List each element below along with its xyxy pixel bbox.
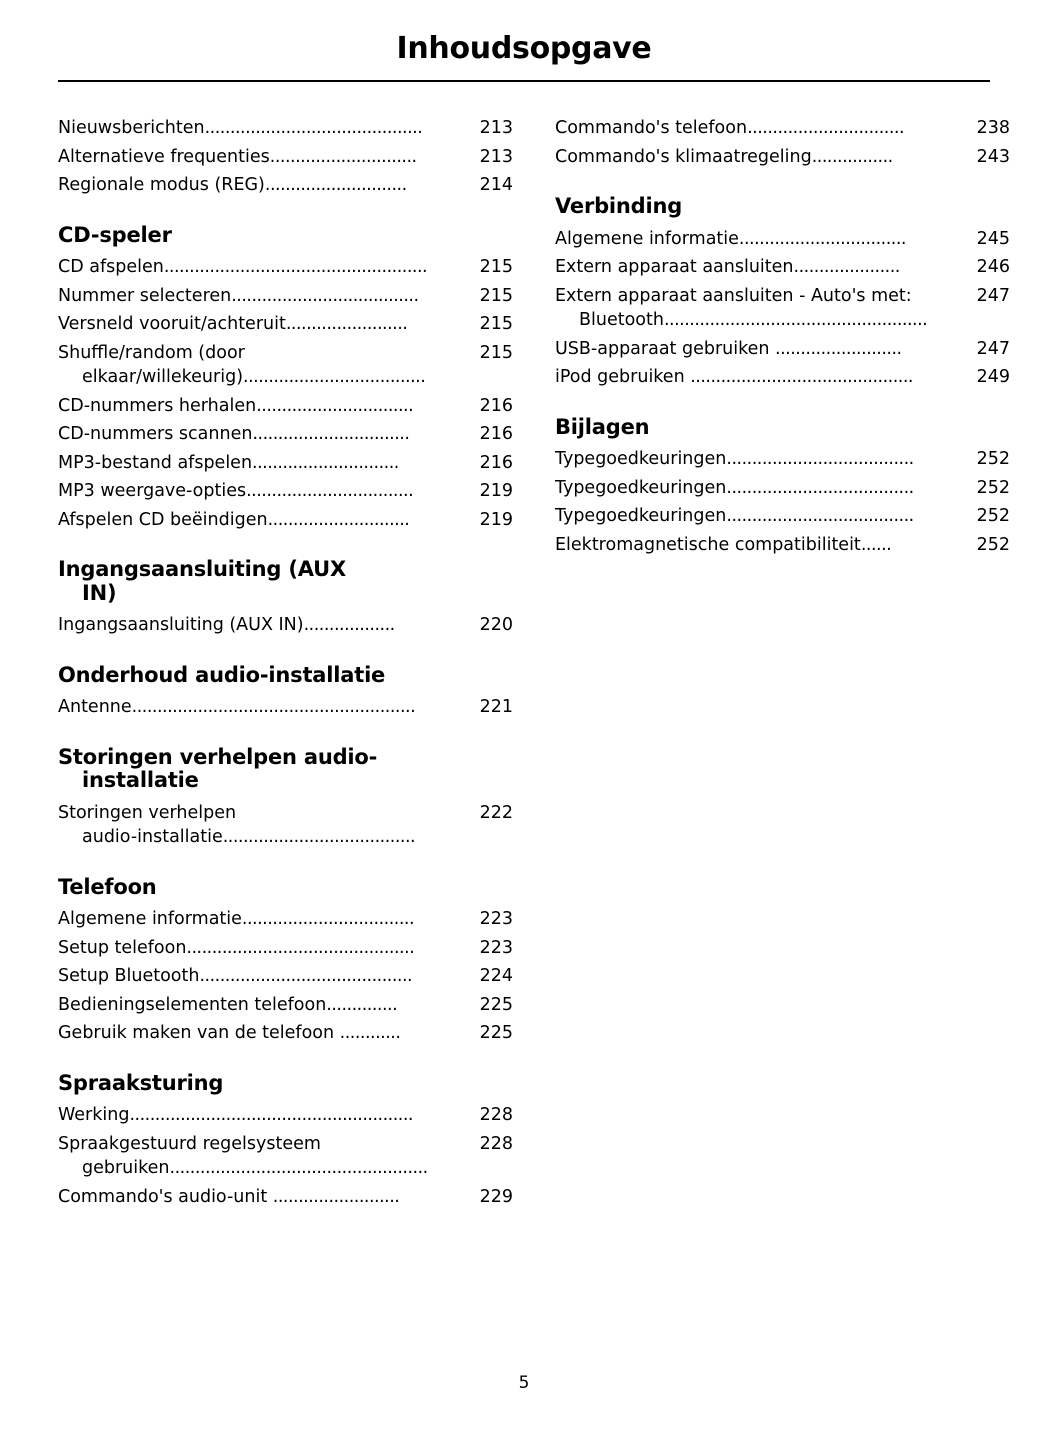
toc-entry-page: 215 — [479, 257, 513, 278]
toc-entry-label: Setup telefoon — [58, 937, 187, 958]
section-heading — [555, 195, 1010, 219]
section-heading-line: Bijlagen — [555, 414, 650, 439]
toc-entry-leader: ................................................... — [169, 1158, 428, 1179]
toc-entry-label-cont-text: gebruiken — [82, 1158, 170, 1179]
toc-entry-leader: ......................... — [775, 338, 902, 359]
toc-entry[interactable] — [58, 964, 513, 989]
toc-entry-leader: ..................... — [793, 257, 900, 278]
toc-entry-leader: .................................... — [243, 367, 426, 388]
toc-entry-page: 252 — [976, 534, 1010, 555]
toc-entry-leader: ............................................ — [690, 367, 913, 388]
toc-entry-page: 247 — [976, 285, 1010, 306]
toc-entry-label: Bedieningselementen telefoon — [58, 994, 327, 1015]
toc-entry-label: Antenne — [58, 697, 132, 718]
toc-entry-leader: ........................................................ — [129, 1105, 413, 1126]
toc-entry-leader: ............................... — [252, 424, 410, 445]
toc-entry-label: Shuffle/random (door — [58, 342, 245, 363]
section-heading-line: IN) — [82, 580, 117, 605]
toc-entry[interactable] — [58, 173, 513, 198]
toc-entry-label: Typegoedkeuringen — [555, 506, 727, 527]
section-heading — [58, 746, 513, 793]
toc-entry-page: 213 — [479, 118, 513, 138]
toc-entry[interactable] — [58, 394, 513, 419]
toc-columns — [0, 82, 1048, 1213]
toc-entry-page: 223 — [479, 909, 513, 930]
toc-entry-label-cont-text: elkaar/willekeurig) — [82, 367, 244, 388]
section-heading-line: Spraaksturing — [58, 1070, 224, 1095]
toc-entry-label: Regionale modus (REG) — [58, 175, 265, 195]
toc-entry-page: 252 — [976, 477, 1010, 498]
toc-entry-label: MP3-bestand afspelen — [58, 452, 253, 473]
toc-entry-page: 228 — [479, 1133, 513, 1154]
toc-entry-label-cont — [555, 308, 1010, 333]
page-number: 5 — [518, 1373, 530, 1393]
toc-entry-label: CD-nummers scannen — [58, 424, 253, 445]
toc-entry[interactable] — [58, 451, 513, 476]
toc-entry-label: Commando's klimaatregeling — [555, 146, 812, 167]
toc-entry-page: 247 — [976, 338, 1010, 359]
toc-entry[interactable] — [58, 508, 513, 533]
toc-entry-page: 252 — [976, 449, 1010, 470]
toc-entry[interactable] — [58, 255, 513, 280]
toc-entry[interactable] — [58, 1103, 513, 1128]
toc-entry-page: 229 — [479, 1186, 513, 1207]
toc-entry-label: Elektromagnetische compatibiliteit — [555, 534, 861, 555]
toc-entry-label-cont-text: audio-installatie — [82, 827, 223, 848]
toc-entry-label: USB-apparaat gebruiken — [555, 338, 776, 359]
toc-entry-label: Algemene informatie — [58, 909, 242, 930]
toc-entry-leader: ............................. — [269, 146, 417, 167]
toc-entry-label: Nieuwsberichten — [58, 118, 205, 138]
toc-entry-leader: ................ — [811, 146, 893, 167]
toc-entry-leader: .............. — [326, 994, 398, 1015]
toc-entry[interactable] — [555, 337, 1010, 362]
toc-entry[interactable] — [555, 145, 1010, 170]
toc-entry-leader: .......................................... — [199, 966, 413, 987]
toc-entry-label: Spraakgestuurd regelsysteem — [58, 1133, 321, 1154]
toc-entry-label: Typegoedkeuringen — [555, 477, 727, 498]
toc-entry-leader: .................. — [303, 615, 395, 636]
toc-entry[interactable] — [58, 312, 513, 337]
toc-entry-page: 219 — [479, 509, 513, 530]
toc-entry[interactable] — [58, 993, 513, 1018]
section-heading-line: Onderhoud audio-installatie — [58, 662, 386, 687]
toc-entry[interactable] — [58, 613, 513, 638]
section-heading-line: Verbinding — [555, 194, 683, 218]
toc-entry-page: 215 — [479, 342, 513, 363]
toc-entry[interactable] — [58, 695, 513, 720]
toc-entry-label: Alternatieve frequenties — [58, 146, 270, 167]
toc-entry-page: 222 — [479, 802, 513, 823]
toc-entry-label: Extern apparaat aansluiten - Auto's met: — [555, 285, 912, 306]
section-heading-line: installatie — [82, 768, 199, 793]
toc-entry[interactable] — [555, 255, 1010, 280]
toc-entry-label: Storingen verhelpen — [58, 802, 237, 823]
section-heading-line: Telefoon — [58, 874, 157, 899]
toc-entry[interactable] — [58, 1132, 513, 1181]
section-heading-line: Ingangsaansluiting (AUX — [58, 557, 346, 582]
toc-entry-page: 245 — [976, 228, 1010, 249]
toc-entry-page: 228 — [479, 1105, 513, 1126]
section-heading — [58, 558, 513, 605]
toc-entry-label: MP3 weergave-opties — [58, 481, 247, 502]
toc-entry[interactable] — [555, 504, 1010, 529]
toc-entry[interactable] — [555, 365, 1010, 390]
toc-entry-leader: ..................................... — [726, 449, 914, 470]
toc-entry-page: 238 — [976, 118, 1010, 138]
toc-entry[interactable] — [58, 907, 513, 932]
toc-entry-leader: ........................................................ — [131, 697, 416, 718]
toc-entry-leader: ..................................... — [231, 285, 419, 306]
toc-entry-page: 225 — [479, 1023, 513, 1044]
toc-entry-page: 216 — [479, 395, 513, 416]
section-heading — [58, 664, 513, 688]
toc-entry-label-cont-text: Bluetooth — [579, 310, 664, 331]
toc-entry-leader: ......................... — [272, 1186, 400, 1207]
toc-entry[interactable] — [58, 145, 513, 170]
toc-entry-leader: ................................. — [246, 481, 414, 502]
toc-entry-page: 214 — [479, 175, 513, 195]
toc-entry-label: Algemene informatie — [555, 228, 739, 249]
toc-entry-leader: ............................... — [256, 395, 414, 416]
section-heading — [555, 416, 1010, 440]
toc-entry-leader: ...................................... — [222, 827, 416, 848]
toc-entry-label: CD-nummers herhalen — [58, 395, 257, 416]
toc-entry[interactable] — [555, 533, 1010, 558]
toc-entry-page: 220 — [479, 615, 513, 636]
section-heading — [58, 876, 513, 900]
toc-entry-leader: ................................. — [738, 228, 906, 249]
toc-entry-label: Typegoedkeuringen — [555, 449, 727, 470]
toc-entry-page: 219 — [479, 481, 513, 502]
toc-entry-page: 252 — [976, 506, 1010, 527]
section-heading-line: Storingen verhelpen audio- — [58, 744, 378, 769]
toc-entry-page: 215 — [479, 314, 513, 335]
toc-entry-label: Ingangsaansluiting (AUX IN) — [58, 615, 304, 636]
toc-entry-leader: .................................................... — [163, 257, 428, 278]
toc-entry-leader: ........................ — [285, 314, 408, 335]
toc-entry[interactable] — [555, 447, 1010, 472]
toc-entry-label: Versneld vooruit/achteruit — [58, 314, 286, 335]
toc-entry-label: Gebruik maken van de telefoon — [58, 1023, 340, 1044]
section-heading — [58, 224, 513, 248]
toc-entry-label-cont — [58, 825, 513, 850]
toc-entry[interactable] — [58, 341, 513, 390]
toc-entry-page: 223 — [479, 937, 513, 958]
toc-entry-page: 221 — [479, 697, 513, 718]
toc-entry[interactable] — [58, 1021, 513, 1046]
toc-entry-page: 216 — [479, 424, 513, 445]
toc-entry[interactable] — [58, 801, 513, 850]
toc-entry-label-cont — [58, 365, 513, 390]
toc-entry[interactable] — [58, 936, 513, 961]
toc-entry[interactable] — [555, 476, 1010, 501]
toc-entry-label: CD afspelen — [58, 257, 164, 278]
toc-entry-label: Afspelen CD beëindigen — [58, 509, 268, 530]
toc-entry-leader: ............................. — [252, 452, 399, 473]
section-heading — [58, 1072, 513, 1096]
toc-entry[interactable] — [58, 284, 513, 309]
toc-entry-leader: ..................................... — [726, 477, 914, 498]
section-heading-line: CD-speler — [58, 222, 172, 247]
toc-entry-leader: ............................ — [267, 509, 410, 530]
toc-entry-page: 213 — [479, 146, 513, 167]
toc-entry-label: Nummer selecteren — [58, 285, 232, 306]
toc-entry-page: 225 — [479, 994, 513, 1015]
toc-entry-label: Werking — [58, 1105, 130, 1126]
toc-left-column — [58, 116, 513, 1213]
toc-entry-label: Extern apparaat aansluiten — [555, 257, 794, 278]
toc-entry[interactable] — [58, 479, 513, 504]
toc-entry[interactable] — [555, 284, 1010, 333]
page-title: Inhoudsopgave — [396, 31, 652, 66]
toc-entry-leader: .................................. — [241, 909, 415, 930]
toc-entry-page: 249 — [976, 367, 1010, 388]
toc-entry-label: Commando's telefoon — [555, 118, 748, 138]
toc-entry[interactable] — [555, 116, 1010, 141]
toc-entry-leader: ............ — [339, 1023, 401, 1044]
toc-entry-label: Commando's audio-unit — [58, 1186, 273, 1207]
toc-entry-page: 215 — [479, 285, 513, 306]
toc-entry-page: 216 — [479, 452, 513, 473]
toc-entry[interactable] — [58, 116, 513, 141]
toc-entry-page: 243 — [976, 146, 1010, 167]
toc-entry-leader: .................................................... — [663, 310, 928, 331]
toc-entry-page: 224 — [479, 966, 513, 987]
toc-entry-leader: ............................................. — [186, 937, 415, 958]
toc-entry-label: iPod gebruiken — [555, 367, 691, 388]
toc-entry-page: 246 — [976, 257, 1010, 278]
toc-entry-leader: ........................................... — [204, 118, 423, 138]
toc-entry-label-cont — [58, 1156, 513, 1181]
toc-entry-leader: ............................... — [747, 118, 905, 138]
toc-entry-label: Setup Bluetooth — [58, 966, 200, 987]
toc-entry-leader: ............................ — [264, 175, 407, 195]
toc-entry[interactable] — [58, 422, 513, 447]
toc-entry[interactable] — [58, 1185, 513, 1210]
toc-right-column — [555, 116, 1010, 1213]
toc-entry[interactable] — [555, 227, 1010, 252]
toc-entry-leader: ...... — [860, 534, 892, 555]
toc-entry-leader: ..................................... — [726, 506, 914, 527]
